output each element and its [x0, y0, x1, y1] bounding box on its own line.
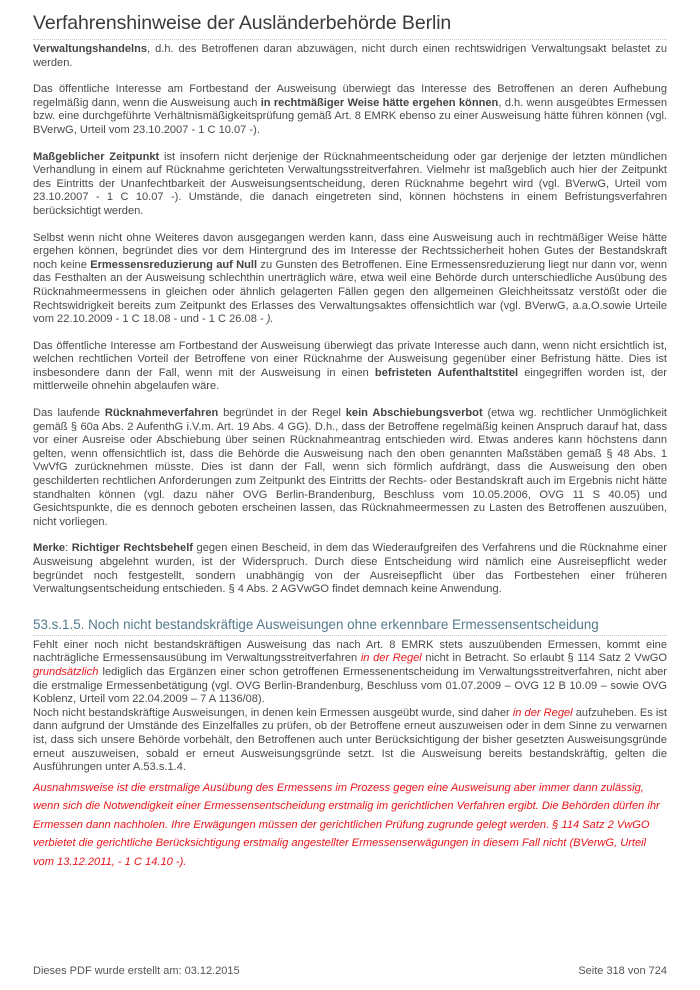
section-heading: 53.s.1.5. Noch nicht bestandskräftige Ausweisungen ohne erkennbare Ermessensentscheidung: [33, 617, 667, 636]
document-body: [33, 43, 667, 871]
paragraph-verwaltungshandeln: Verwaltungshandelns, d.h. des Betroffenen daran abzuwägen, nicht durch einen rechtswidrigen Verwaltungsakt belastet zu werden.: [33, 43, 667, 69]
paragraph-massgeblicher-zeitpunkt: Maßgeblicher Zeitpunkt ist insofern nicht derjenige der Rücknahmeentscheidung oder gar derjenige der letzten mündlichen Verhandlung in einem auf Rücknahme gerichteten Verwaltungsstreitverfahren. Vielmehr ist maßgeblich auch hier der Zeitpunkt des Eintritts der Unanfechtbarkeit der Ausweisungsentscheidung, deren Rücknahme begehrt wird (vgl. BVerwG, Urteil vom 23.10.2007 - 1 C 10.07 -). Umstände, die danach eingetreten sind, können höchstens in einem Befristungsverfahren berücksichtigt werden.: [33, 150, 667, 217]
paragraph-ruecknahmeverfahren: Das laufende Rücknahmeverfahren begründet in der Regel kein Abschiebungsverbot (etwa wg. rechtlicher Unmöglichkeit gemäß § 60a Abs. 2 AufenthG i.V.m. Art. 19 Abs. 4 GG). D.h., dass der Betroffene regelmäßig keinen Anspruch darauf hat, dass vor einer Ausreise oder Abschiebung über seinen Rücknahmeantrag entschieden wird. Etwas anderes kann höchstens dann gelten, wenn offensichtlich ist, dass die Behörde die Ausweisung nach den oben genannten Maßstäben gemäß § 48 Abs. 1 VwVfG zurücknehmen müsste. Dies ist dann der Fall, wenn sich förmlich aufdrängt, dass die Ausweisung den oben geschilderten rechtlichen Anforderungen zum Zeitpunkt des Eintritts der Rechts- oder Bestandskraft auch im Ergebnis nicht hätte standhalten können (vgl. dazu näher OVG Berlin-Brandenburg, Beschluss vom 10.05.2006, OVG 11 S 40.05) und Gesichtspunkte, die es dennoch geboten erscheinen lassen, das Rücknahmeermessen zu Lasten des Betroffenen auszuüben, nicht vorliegen.: [33, 407, 667, 528]
paragraph-merke-rechtsbehelf: Merke: Richtiger Rechtsbehelf gegen einen Bescheid, in dem das Wiederaufgreifen des Verfahrens und die Rücknahme einer Ausweisung abgelehnt wurden, ist der Widerspruch. Durch diese Entscheidung wird nämlich eine Ausreisepflicht weder begründet noch festgestellt, sondern unabhängig von der Ausreisepflicht über das Fortbestehen einer früheren Verwaltungsentscheidung entschieden. § 4 Abs. 2 AGVwGO findet demnach keine Anwendung.: [33, 542, 667, 596]
section-paragraph-1: Fehlt einer noch nicht bestandskräftigen Ausweisung das nach Art. 8 EMRK stets auszuübenden Ermessen, kommt eine nachträgliche Ermessensausübung im Verwaltungsstreitverfahren in der Regel nicht in Betracht. So erlaubt § 114 Satz 2 VwGO grundsätzlich lediglich das Ergänzen einer schon getroffenen Ermessenentscheidung im Verwaltungsstreitverfahren, nicht aber die erstmalige Ermessenbetätigung (vgl. OVG Berlin-Brandenburg, Beschluss vom 01.07.2009 – OVG 12 B 10.09 – sowie OVG Koblenz, Urteil vom 22.04.2009 – 7 A 1136/08).: [33, 638, 668, 706]
footer-page-number: Seite 318 von 724: [578, 965, 667, 977]
paragraph-oeffentliches-interesse: Das öffentliche Interesse am Fortbestand der Ausweisung überwiegt das Interesse des Betroffenen an deren Aufhebung regelmäßig dann, wenn die Ausweisung auch in rechtmäßiger Weise hätte ergehen können, d.h. wenn ausgeübtes Ermessen bzw. eine durchgeführte Verhältnismäßigkeitsprüfung gemäß Art. 8 EMRK ebenso zu einer Ausweisung hätte führen können (vgl. BVerwG, Urteil vom 23.10.2007 - 1 C 10.07 -).: [33, 83, 667, 136]
footer-created-date: Dieses PDF wurde erstellt am: 03.12.2015: [33, 965, 240, 977]
document-title: Verfahrenshinweise der Ausländerbehörde Berlin: [33, 12, 667, 40]
paragraph-ermessensreduzierung: Selbst wenn nicht ohne Weiteres davon ausgegangen werden kann, dass eine Ausweisung auch in rechtmäßiger Weise hätte ergehen können, begründet dies vor dem Hintergrund des im Interesse der Rechtssicherheit hohen Gutes der Bestandskraft noch keine Ermessensreduzierung auf Null zu Gunsten des Betroffenen. Eine Ermessensreduzierung liegt nur dann vor, wenn das Festhalten an der Ausweisung schlechthin unerträglich wäre, etwa weil eine Behörde durch unterschiedliche Ausübung des Rücknahmeermessens in gleichen oder ähnlich gelagerten Fällen gegen den allgemeinen Gleichheitssatz verstößt oder die Rechtswidrigkeit bereits zum Zeitpunkt des Erlasses des Verwaltungsaktes offensichtlich war (vgl. BVerwG, a.a.O.sowie Urteile vom 22.10.2009 - 1 C 18.08 - und - 1 C 26.08 - ).: [33, 231, 668, 326]
section-paragraph-2: Noch nicht bestandskräftige Ausweisungen, in denen kein Ermessen ausgeübt wurde, sind daher in der Regel aufzuheben. Es ist dann aufgrund der Umstände des Einzelfalles zu prüfen, ob der Betroffene erneut auszuweisen oder in dem Sinne zu verwarnen ist, dass sich unsere Behörde vorbehält, den Betroffenen auch unter Berücksichtigung der bisher gesetzten Ausweisungsgründe erneut auszuweisen, sobald er erneut Ausweisungsgründe setzt. Ist die Ausweisung bereits bestandskräftig, gelten die Ausführungen unter A.53.s.1.4.: [33, 706, 667, 774]
section-paragraph-exception: Ausnahmsweise ist die erstmalige Ausübung des Ermessens im Prozess gegen eine Ausweisung aber immer dann zulässig, wenn sich die Notwendigkeit einer Ermessensentscheidung erstmalig im gerichtlichen Verfahren ergibt. Die Behörden dürfen ihr Ermessen dann nachholen. Ihre Erwägungen müssen der gerichtlichen Prüfung zugrunde gelegt werden. § 114 Satz 2 VwGO verbietet die gerichtliche Berücksichtigung erstmalig angestellter Ermessenserwägungen in diesem Fall nicht (BVerwG, Urteil vom 13.12.2011, - 1 C 14.10 -).: [33, 781, 660, 868]
paragraph-befristung: Das öffentliche Interesse am Fortbestand der Ausweisung überwiegt das private Interesse auch dann, wenn nicht ersichtlich ist, welchen rechtlichen Vorteil der Betroffene von einer Rücknahme der Ausweisung gegenüber einer Befristung hätte. Dies ist insbesondere dann der Fall, wenn mit der Ausweisung in einen befristeten Aufenthaltstitel eingegriffen worden ist, der mittlerweile ohnehin abgelaufen wäre.: [33, 339, 668, 393]
